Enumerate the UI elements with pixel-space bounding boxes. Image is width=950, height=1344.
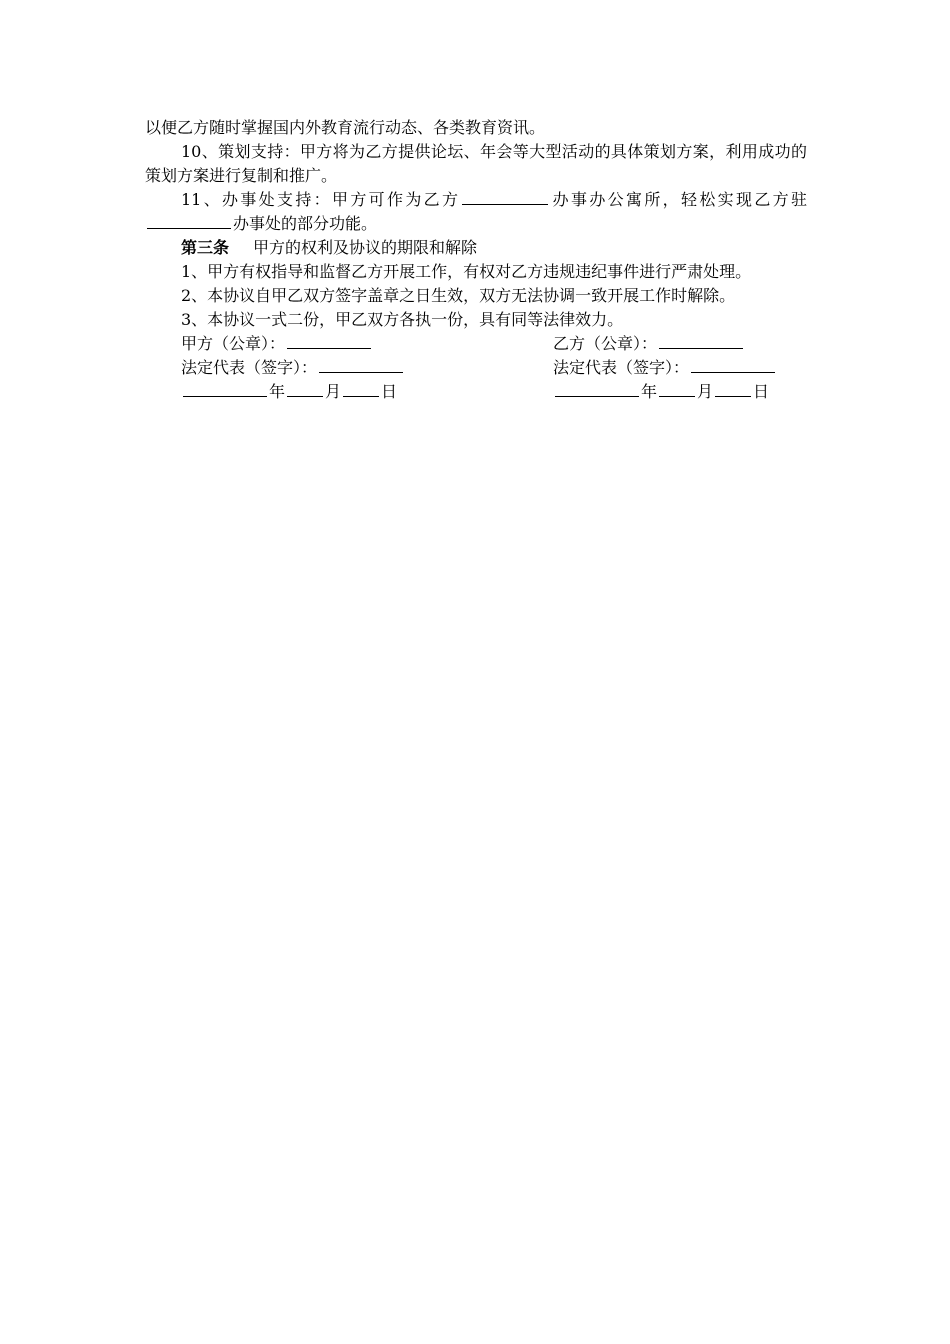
party-b-month-blank[interactable]: [659, 380, 695, 397]
paragraph-item-11: [145, 188, 807, 236]
clause-2: 2、本协议自甲乙双方签字盖章之日生效，双方无法协调一致开展工作时解除。: [181, 286, 736, 305]
paragraph-continuation: 以便乙方随时掌握国内外教育流行动态、各类教育资讯。: [145, 118, 546, 137]
party-a-year-blank[interactable]: [183, 380, 267, 397]
party-a-day-label: 日: [381, 382, 398, 401]
party-b-rep-label: 法定代表（签字）：: [553, 358, 690, 377]
item-11-text-a: 11、办事处支持：甲方可作为乙方: [181, 190, 461, 209]
party-b-month-label: 月: [697, 382, 714, 401]
signature-row-rep: [145, 356, 807, 380]
party-b-seal-blank[interactable]: [659, 332, 743, 349]
party-a-day-blank[interactable]: [343, 380, 379, 397]
party-b-year-blank[interactable]: [555, 380, 639, 397]
article-3-title: 甲方的权利及协议的期限和解除: [253, 238, 478, 257]
blank-line[interactable]: [462, 188, 548, 205]
signature-row-date: [145, 380, 807, 404]
document-page: [145, 116, 807, 404]
party-b-rep: [553, 356, 777, 380]
article-3-heading: [145, 236, 807, 260]
party-a-date: [181, 380, 397, 404]
party-b-rep-blank[interactable]: [691, 356, 775, 373]
article-3-label: 第三条: [181, 238, 230, 257]
party-a-month-blank[interactable]: [287, 380, 323, 397]
party-b-seal-label: 乙方（公章）：: [553, 334, 658, 353]
party-b-year-label: 年: [641, 382, 658, 401]
party-a-rep-label: 法定代表（签字）：: [181, 358, 318, 377]
party-b-date: [553, 380, 769, 404]
party-a-seal-label: 甲方（公章）：: [181, 334, 286, 353]
item-11-text-b: 办事办公寓所，轻松实现乙方驻: [550, 190, 807, 209]
clause-1: 1、甲方有权指导和监督乙方开展工作，有权对乙方违规违纪事件进行严肃处理。: [181, 262, 752, 281]
clause-3: 3、本协议一式二份，甲乙双方各执一份，具有同等法律效力。: [181, 310, 624, 329]
party-a-seal: [181, 332, 373, 356]
party-a-seal-blank[interactable]: [287, 332, 371, 349]
party-b-seal: [553, 332, 745, 356]
party-a-month-label: 月: [325, 382, 342, 401]
party-b-day-label: 日: [753, 382, 770, 401]
party-a-rep-blank[interactable]: [319, 356, 403, 373]
paragraph-item-10: 10、策划支持：甲方将为乙方提供论坛、年会等大型活动的具体策划方案，利用成功的策划方案进行复制和推广。: [145, 142, 807, 185]
party-a-year-label: 年: [269, 382, 286, 401]
blank-line[interactable]: [147, 212, 231, 229]
party-b-day-blank[interactable]: [715, 380, 751, 397]
party-a-rep: [181, 356, 405, 380]
signature-row-seal: [145, 332, 807, 356]
item-11-text-c: 办事处的部分功能。: [233, 214, 378, 233]
